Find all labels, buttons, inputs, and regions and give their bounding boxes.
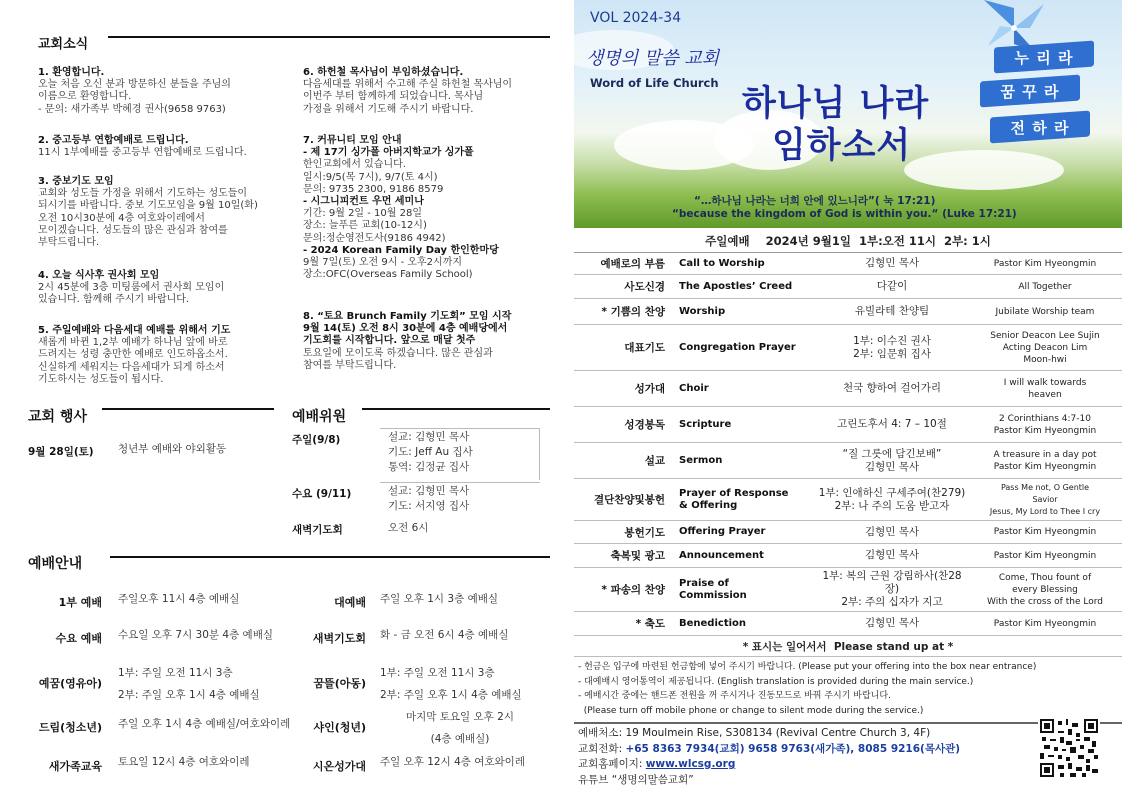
service-row: * 축도 Benediction 김형민 목사 Pastor Kim Hyeongmin	[574, 612, 1122, 636]
committee-wed-value: 설교: 김형민 목사 기도: 서지영 집사	[388, 485, 470, 512]
website-line: 교회홈페이지: www.wlcsg.org	[578, 758, 736, 770]
guide-label: 예꿈(영유아)	[38, 677, 102, 690]
divider	[574, 656, 1122, 657]
guide-label: 드림(청소년)	[38, 721, 102, 734]
verse-en: “because the kingdom of God is within you.“ (Luke 17:21)	[672, 208, 1017, 220]
event-desc: 청년부 예배와 야외활동	[118, 443, 227, 455]
guide-value: 주일 오후 12시 4층 여호와이레	[380, 756, 525, 768]
church-name-en: Word of Life Church	[590, 76, 719, 90]
divider	[108, 36, 550, 38]
divider	[362, 408, 550, 410]
guide-label: 새벽기도회	[312, 632, 366, 645]
guide-label: 샤인(청년)	[313, 721, 366, 734]
event-date: 9월 28일(토)	[28, 446, 94, 458]
news-item: 4. 오늘 식사후 권사회 모임 2시 45분에 3층 미팅룸에서 권사회 모임이 있습니다. 함께해 주시기 바랍니다.	[38, 270, 225, 306]
phone-numbers: +65 8363 7934(교회) 9658 9763(새가족), 8085 9216(목사관)	[625, 742, 961, 755]
guide-label: 새가족교육	[48, 760, 102, 773]
guide-value: 화 - 금 오전 6시 4층 예배실	[380, 629, 509, 641]
cover-banner	[574, 0, 1122, 228]
stand-note: * 표시는 일어서서 Please stand up at *	[742, 641, 954, 653]
guide-value: 1부: 주일 오전 11시 3층 2부: 주일 오후 1시 4층 예배실	[118, 667, 260, 701]
service-row: 예배로의 부름 Call to Worship 김형민 목사 Pastor Kim Hyeongmin	[574, 253, 1122, 275]
church-name-kr: 생명의 말씀 교회	[586, 48, 720, 69]
notice-item: (Please turn off mobile phone or change to silent mode during the service.)	[578, 705, 924, 716]
service-row: 사도신경 The Apostles’ Creed 다같이 All Together	[574, 275, 1122, 299]
cover-title-line2: 임하소서	[772, 126, 912, 166]
guide-label: 시온성가대	[312, 760, 366, 773]
news-heading: 교회소식	[38, 37, 89, 52]
service-row: 성경봉독 Scripture 고린도후서 4: 7 – 10절 2 Corinthians 4:7-10 Pastor Kim Hyeongmin	[574, 407, 1122, 443]
service-row: * 파송의 찬양 Praise of Commission 1부: 복의 근원 강림하사(찬28장) 2부: 주의 십자가 지고 Come, Thou fount of every Blessing With the cross of the Lord	[574, 568, 1122, 612]
address: 예배처소: 19 Moulmein Rise, S308134 (Revival Centre Church 3, 4F)	[578, 727, 931, 739]
guide-value: 주일 오후 1시 4층 예배실/여호와이레	[118, 718, 291, 730]
service-row: 축복및 광고 Announcement 김형민 목사 Pastor Kim Hyeongmin	[574, 544, 1122, 568]
service-header: 주일예배 2024년 9월1일 1부:오전 11시 2부: 1시	[574, 229, 1122, 253]
service-row: * 기쁨의 찬양 Worship 유빌라테 찬양팀 Jubilate Worship team	[574, 299, 1122, 325]
service-row: 봉헌기도 Offering Prayer 김형민 목사 Pastor Kim Hyeongmin	[574, 521, 1122, 544]
cloud-shape	[904, 150, 1064, 190]
committee-sunday-value: 설교: 김형민 목사 기도: Jeff Au 집사 통역: 김정균 집사	[388, 431, 473, 473]
committee-wed-label: 수요 (9/11)	[292, 488, 352, 500]
phone-line: 교회전화: +65 8363 7934(교회) 9658 9763(새가족), 8085 9216(목사관)	[578, 742, 961, 755]
guide-label: 1부 예배	[58, 596, 102, 609]
website-link[interactable]: www.wlcsg.org	[645, 758, 736, 770]
ribbon-label: 전 하 라	[1010, 119, 1070, 137]
news-item: 6. 하헌철 목사님이 부임하셨습니다. 다음세대를 위해서 수고해 주실 하헌철 목사님이 이번주 부터 함께하게 되었습니다. 목사님 가정을 위해서 기도해 주시기 바랍니다.	[303, 67, 513, 115]
notice-list	[578, 660, 1118, 718]
guide-value: 수요일 오후 7시 30분 4층 예배실	[118, 629, 273, 641]
guide-value: 주일 오후 1시 3층 예배실	[380, 593, 498, 605]
verse-kr: “…하나님 나라는 너희 안에 있느니라”( 눅 17:21)	[694, 195, 936, 207]
service-row: 설교 Sermon “질 그릇에 담긴보배” 김형민 목사 A treasure in a day pot Pastor Kim Hyeongmin	[574, 443, 1122, 479]
service-row: 대표기도 Congregation Prayer 1부: 이수진 권사 2부: 임문휘 집사 Senior Deacon Lee Sujin Acting Deacon Lim Moon-hwi	[574, 325, 1122, 371]
news-item: 1. 환영합니다. 오늘 처음 오신 분과 방문하신 분들을 주님의 이름으로 환영합니다. - 문의: 새가족부 박혜경 권사(9658 9763)	[38, 67, 231, 115]
guide-value: 1부: 주일 오전 11시 3층 2부: 주일 오후 1시 4층 예배실	[380, 667, 522, 701]
news-item: 7. 커뮤니티 모임 안내 - 제 17기 싱가폴 아버지학교가 싱가폴 한인교회에서 있습니다. 일시:9/5(목 7시), 9/7(토 4시) 문의: 9735 2300, 9186 8579 - 시그니피컨트 우먼 세미나 기간: 9월 2일 - 10월 28일 장소: 늘푸른 교회(10-12시) 문의:정순영전도사(9186 4942) - 2024 Korean Family Day 한인한마당 9월 7일(토) 오전 9시 - 오후2시까지 장소:OFC(Overseas Family School)	[303, 135, 499, 281]
ribbon-label: 누 리 라	[1014, 49, 1074, 67]
events-heading: 교회 행사	[28, 409, 87, 425]
guide-label: 꿈뜰(아동)	[313, 677, 366, 690]
volume-number: VOL 2024-34	[590, 10, 682, 26]
divider	[110, 556, 550, 558]
news-item: 8. “토요 Brunch Family 기도회” 모임 시작 9월 14(토) 오전 8시 30분에 4층 예배당에서 기도회를 시작합니다. 앞으로 매달 첫주 토요일에 모이도록 하겠습니다. 많은 관심과 참여를 부탁드립니다.	[303, 311, 512, 371]
notice-item: - 헌금은 입구에 마련된 헌금함에 넣어 주시기 바랍니다. (Please put your offering into the box near entrance)	[578, 662, 1037, 672]
committee-dawn-label: 새벽기도회	[292, 524, 343, 536]
cover-title-line1: 하나님 나라	[742, 84, 930, 124]
guide-label: 수요 예배	[55, 632, 102, 645]
news-item: 3. 중보기도 모임 교회와 성도들 가정을 위해서 기도하는 성도들이 되시기를 바랍니다. 중보 기도모임을 9월 10일(화) 오전 10시30분에 4층 여호와이레에서 모이겠습니다. 성도들의 많은 관심과 참여를 부탁드립니다.	[38, 176, 258, 249]
service-row: 성가대 Choir 천국 향하여 걸어가리 I will walk towards heaven	[574, 371, 1122, 407]
committee-dawn-value: 오전 6시	[388, 522, 429, 534]
guide-value: 마지막 토요일 오후 2시 (4층 예배실)	[406, 711, 514, 745]
guide-value: 주일오후 11시 4층 예배실	[118, 593, 240, 605]
committee-sunday-label: 주일(9/8)	[292, 434, 341, 446]
notice-item: - 예배시간 중에는 핸드폰 전원을 꺼 주시거나 진동모드로 바꿔 주시기 바랍니다.	[578, 691, 891, 701]
service-row: 결단찬양및봉헌 Prayer of Response & Offering 1부: 인애하신 구세주여(찬279) 2부: 나 주의 도움 받고자 Pass Me not, O Gentle Savior Jesus, My Lord to Thee I cry	[574, 479, 1122, 521]
divider	[102, 408, 274, 410]
news-item: 2. 중고등부 연합예배로 드립니다. 11시 1부예배를 중고등부 연합예배로 드립니다.	[38, 135, 247, 159]
guide-label: 대예배	[334, 596, 366, 609]
ribbon-label: 꿈 꾸 라	[1000, 83, 1060, 101]
guide-heading: 예배안내	[28, 556, 83, 572]
notice-item: - 대예배시 영어통역이 제공됩니다. (English translation is provided during the main service.)	[578, 676, 974, 687]
guide-value: 토요일 12시 4층 여호와이레	[118, 756, 250, 768]
news-item: 5. 주일예배와 다음세대 예배를 위해서 기도 새롭게 바뀐 1,2부 예배가 하나님 앞에 바로 드려지는 성령 충만한 예배로 인도하옵소서. 신실하게 세워지는 다음세대가 되게 하소서 기도하시는 성도들이 됩시다.	[38, 325, 231, 385]
qr-code-icon	[1038, 717, 1100, 779]
church-info	[578, 726, 1028, 788]
youtube-line: 유튜브 “생명의말씀교회”	[578, 773, 694, 786]
committee-heading: 예배위원	[292, 409, 347, 425]
